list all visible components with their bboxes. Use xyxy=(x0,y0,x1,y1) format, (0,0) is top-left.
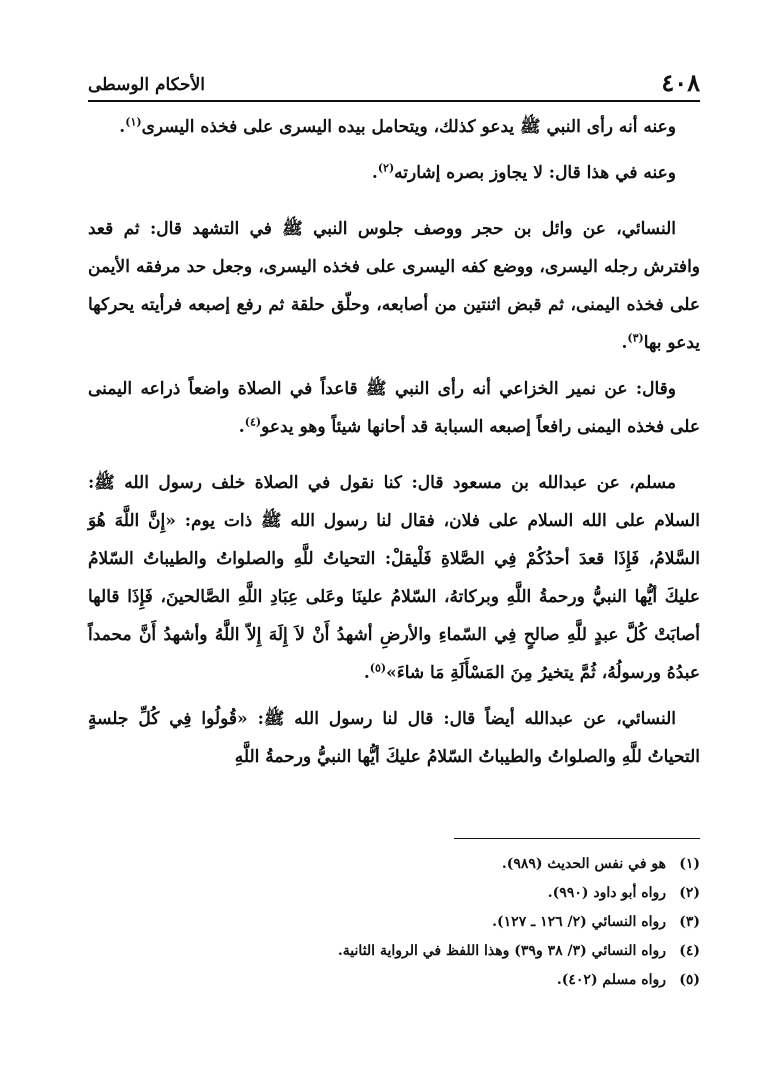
paragraph-text: النسائي، عن وائل بن حجر ووصف جلوس النبي ﷺ في التشهد قال: ثم قعد وافترش رجله اليسرى، ووضع كفه اليسرى على فخذه اليسرى، وجعل حد مرفقه الأيمن على فخذه اليمنى، ثم قبض اثنتين من أصابعه، وحلّق حلقة ثم رفع إصبعه فرأيته يحركها يدعو بها xyxy=(88,219,700,353)
paragraph-text: وعنه أنه رأى النبي ﷺ يدعو كذلك، ويتحامل بيده اليسرى على فخذه اليسرى xyxy=(141,117,676,137)
footnotes-list xyxy=(88,850,700,995)
footnote-text: رواه أبو داود (٩٩٠). xyxy=(547,885,666,901)
footnote-item xyxy=(88,879,700,908)
paragraph-end: . xyxy=(238,417,245,437)
footnote-number: (٣) xyxy=(679,914,700,930)
header-divider xyxy=(88,100,700,102)
footnote-text: رواه النسائي (٢/ ١٢٦ ـ ١٢٧). xyxy=(492,914,666,930)
footnote-ref: (٢) xyxy=(377,161,395,175)
paragraph-1 xyxy=(88,108,700,146)
paragraph-end: . xyxy=(119,117,126,137)
page-header xyxy=(88,58,700,98)
footnote-ref: (٥) xyxy=(369,661,387,675)
paragraph-text: وقال: عن نمير الخزاعي أنه رأى النبي ﷺ قاعداً في الصلاة واضعاً ذراعه اليمنى على فخذه اليمنى رافعاً إصبعه السبابة قد أحانها شيئاً وهو يدعو xyxy=(88,379,700,437)
paragraph-text: مسلم، عن عبدالله بن مسعود قال: كنا نقول في الصلاة خلف رسول الله ﷺ: السلام على الله السلام على فلان، فقال لنا رسول الله ﷺ ذات يوم: «إِنَّ اللَّهَ هُوَ السَّلامُ، فَإِذَا قعدَ أحدُكُمْ فِي الصَّلاةِ فَلْيقلْ: التحياتُ للَّهِ والصلواتُ والطيباتُ السّلامُ عليكَ أيُّها النبيُّ ورحمةُ اللَّهِ وبركاتهُ، السّلامُ علينَا وعَلى عِبَادِ اللَّهِ الصَّالحينَ، فَإِذَا قالها أصابَتْ كُلَّ عبدٍ للَّهِ صالحٍ فِي السّماءِ والأرضِ أشهدُ أَنْ لاَ إِلَهَ إِلاّ اللَّهُ وأشهدُ أَنَّ محمداً عبدُهُ ورسولُهُ، ثُمَّ يتخيرُ مِنَ المَسْأَلَةِ مَا شاءَ» xyxy=(88,473,700,683)
footnote-number: (٥) xyxy=(679,972,700,988)
footnote-number: (٢) xyxy=(679,885,700,901)
footnote-number: (٤) xyxy=(679,943,700,959)
footnote-text: رواه مسلم (٤٠٢). xyxy=(556,972,666,988)
paragraph-4 xyxy=(88,370,700,446)
footnote-item xyxy=(88,966,700,995)
paragraph-3 xyxy=(88,210,700,362)
footnote-item xyxy=(88,850,700,879)
footnote-text: هو في نفس الحديث (٩٨٩). xyxy=(501,856,666,872)
paragraph-text: النسائي، عن عبدالله أيضاً قال: قال لنا رسول الله ﷺ: «قُولُوا فِي كُلِّ جلسةٍ التحياتُ للَّهِ والصلواتُ والطيباتُ السّلامُ عليكَ أيُّها النبيُّ ورحمةُ اللَّهِ xyxy=(88,709,700,767)
paragraph-5 xyxy=(88,464,700,692)
paragraph-6 xyxy=(88,700,700,776)
paragraph-2 xyxy=(88,154,700,192)
main-text xyxy=(88,108,700,784)
footnote-text: رواه النسائي (٣/ ٣٨ و٣٩) وهذا اللفظ في الرواية الثانية. xyxy=(337,943,666,959)
paragraph-text: وعنه في هذا قال: لا يجاوز بصره إشارته xyxy=(394,163,676,183)
footnote-number: (١) xyxy=(679,856,700,872)
footnote-ref: (١) xyxy=(125,115,142,129)
footnote-ref: (٣) xyxy=(627,331,644,345)
footnote-item xyxy=(88,937,700,966)
paragraph-end: . xyxy=(371,163,378,183)
page-number: ٤٠٨ xyxy=(661,68,700,97)
footnote-item xyxy=(88,908,700,937)
footnote-divider xyxy=(454,838,700,839)
paragraph-end: . xyxy=(363,663,370,683)
paragraph-end: . xyxy=(621,333,628,353)
running-title: الأحكام الوسطى xyxy=(88,75,205,95)
footnote-ref: (٤) xyxy=(244,415,262,429)
